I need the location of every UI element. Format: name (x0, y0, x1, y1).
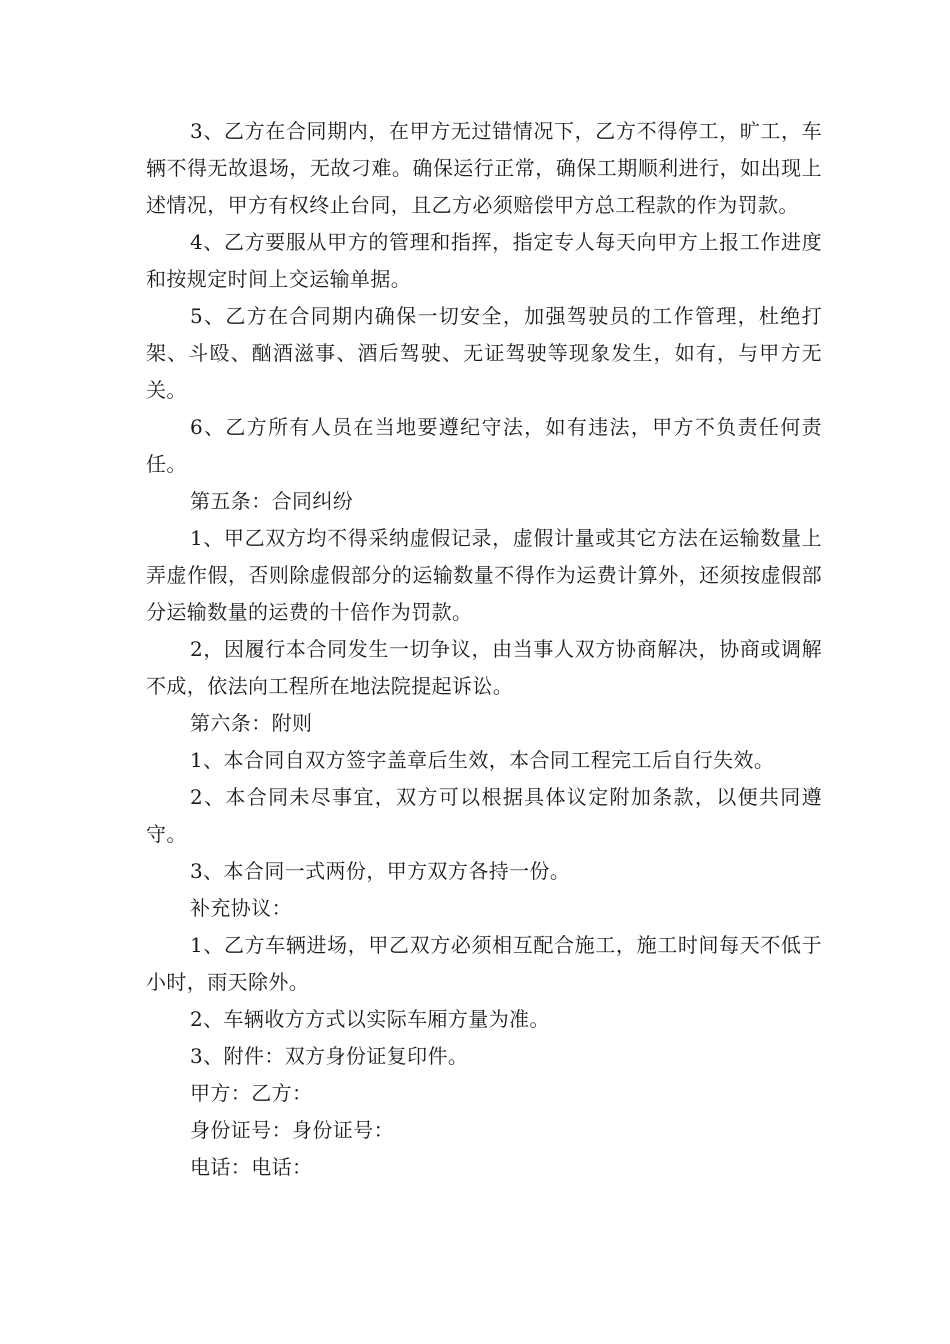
supplement-item-3: 3、附件：双方身份证复印件。 (190, 1044, 469, 1068)
supplement-item-1: 1、乙方车辆进场，甲乙双方必须相互配合施工，施工时间每天不低于小时，雨天除外。 (146, 933, 822, 994)
supplement-item-2: 2、车辆收方方式以实际车厢方量为准。 (190, 1007, 550, 1031)
article-6-heading: 第六条：附则 (190, 711, 313, 735)
article-5-item-2: 2，因履行本合同发生一切争议，由当事人双方协商解决，协商或调解不成，依法向工程所在地法院提起诉讼。 (146, 637, 822, 698)
signature-phones: 电话：电话： (190, 1155, 313, 1179)
clause-3-no-stoppage: 3、乙方在合同期内，在甲方无过错情况下，乙方不得停工，旷工，车辆不得无故退场，无故刁难。确保运行正常，确保工期顺利进行，如出现上述情况，甲方有权终止台同，且乙方必须赔偿甲方总工程款的作为罚款。 (146, 119, 822, 217)
supplement-heading: 补充协议： (190, 896, 292, 920)
article-6-item-3: 3、本合同一式两份，甲方双方各持一份。 (190, 859, 571, 883)
article-5-item-1: 1、甲乙双方均不得采纳虚假记录，虚假计量或其它方法在运输数量上弄虚作假，否则除虚假部分的运输数量不得作为运费计算外，还须按虚假部分运输数量的运费的十倍作为罚款。 (146, 526, 822, 624)
signature-parties: 甲方：乙方： (190, 1081, 313, 1105)
clause-5-safety: 5、乙方在合同期内确保一切安全，加强驾驶员的工作管理，杜绝打架、斗殴、酗酒滋事、酒后驾驶、无证驾驶等现象发生，如有，与甲方无关。 (146, 304, 822, 402)
clause-4-obey-management: 4、乙方要服从甲方的管理和指挥，指定专人每天向甲方上报工作进度和按规定时间上交运输单据。 (146, 230, 822, 291)
document-page (146, 113, 822, 1186)
signature-id-numbers: 身份证号：身份证号： (190, 1118, 394, 1142)
article-6-item-1: 1、本合同自双方签字盖章后生效，本合同工程完工后自行失效。 (190, 748, 775, 772)
article-6-item-2: 2、本合同未尽事宜，双方可以根据具体议定附加条款，以便共同遵守。 (146, 785, 822, 846)
clause-6-law-abiding: 6、乙方所有人员在当地要遵纪守法，如有违法，甲方不负责任何责任。 (146, 415, 822, 476)
article-5-heading: 第五条：合同纠纷 (190, 489, 354, 513)
